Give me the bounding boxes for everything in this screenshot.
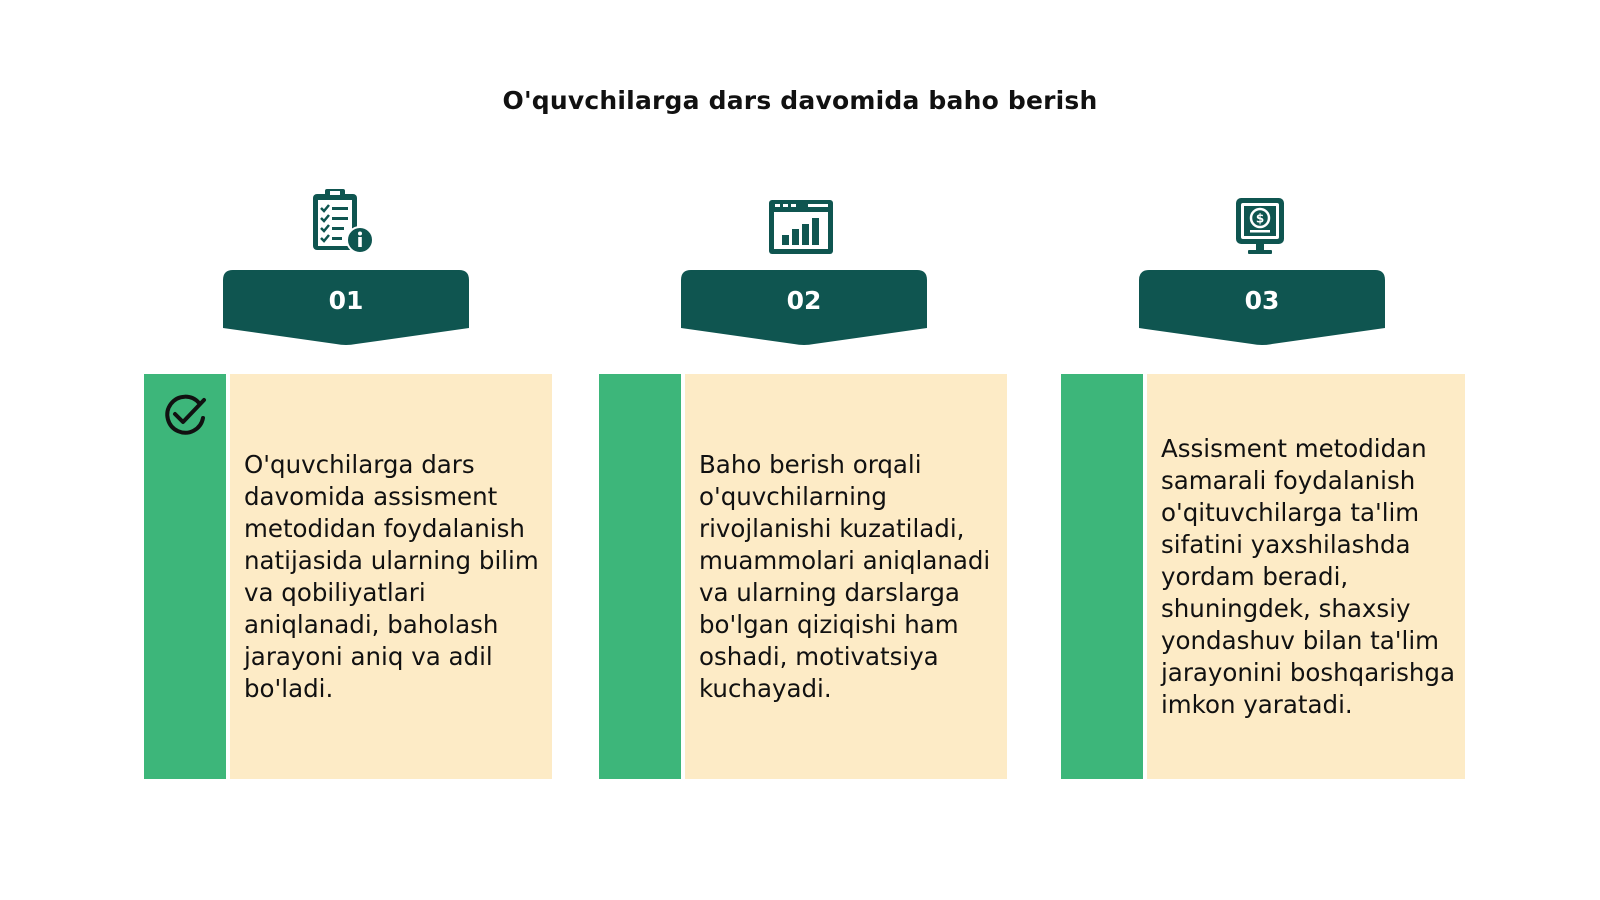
step-1-number: 01	[328, 286, 364, 315]
check-circle-icon	[163, 394, 209, 442]
step-3-number: 03	[1244, 286, 1280, 315]
browser-bar-chart-icon	[766, 194, 836, 264]
step-3-panel	[1147, 374, 1465, 779]
step-3-card	[1061, 374, 1465, 779]
clipboard-checklist-info-icon	[308, 186, 378, 256]
step-1-card	[144, 374, 552, 779]
svg-text:$: $	[1255, 211, 1265, 226]
step-2-strip	[599, 374, 681, 779]
step-1-text: O'quvchilarga dars davomida assisment metodidan foydalanish natijasida ularning bilim va qobiliyatlari aniqlanadi, baholash jarayoni aniq va adil bo'ladi.	[244, 449, 539, 703]
step-2-number-badge	[681, 270, 927, 350]
step-2-number: 02	[786, 286, 822, 315]
step-3-number-badge	[1139, 270, 1385, 350]
page-title: O'quvchilarga dars davomida baho berish	[502, 86, 1098, 115]
step-3-text: Assisment metodidan samarali foydalanish o'qituvchilarga ta'lim sifatini yaxshilashda yordam beradi, shuningdek, shaxsiy yondashuv bilan ta'lim jarayonini boshqarishga imkon yaratadi.	[1161, 433, 1455, 719]
step-1-panel	[230, 374, 552, 779]
monitor-dollar-icon	[1230, 194, 1300, 264]
step-1-strip	[144, 374, 226, 779]
step-2-text: Baho berish orqali o'quvchilarning rivojlanishi kuzatiladi, muammolari aniqlanadi va ularning darslarga bo'lgan qiziqishi ham oshadi, motivatsiya kuchayadi.	[699, 449, 991, 703]
step-2-card	[599, 374, 1007, 779]
step-3-strip	[1061, 374, 1143, 779]
step-1-number-badge	[223, 270, 469, 350]
step-2-panel	[685, 374, 1007, 779]
